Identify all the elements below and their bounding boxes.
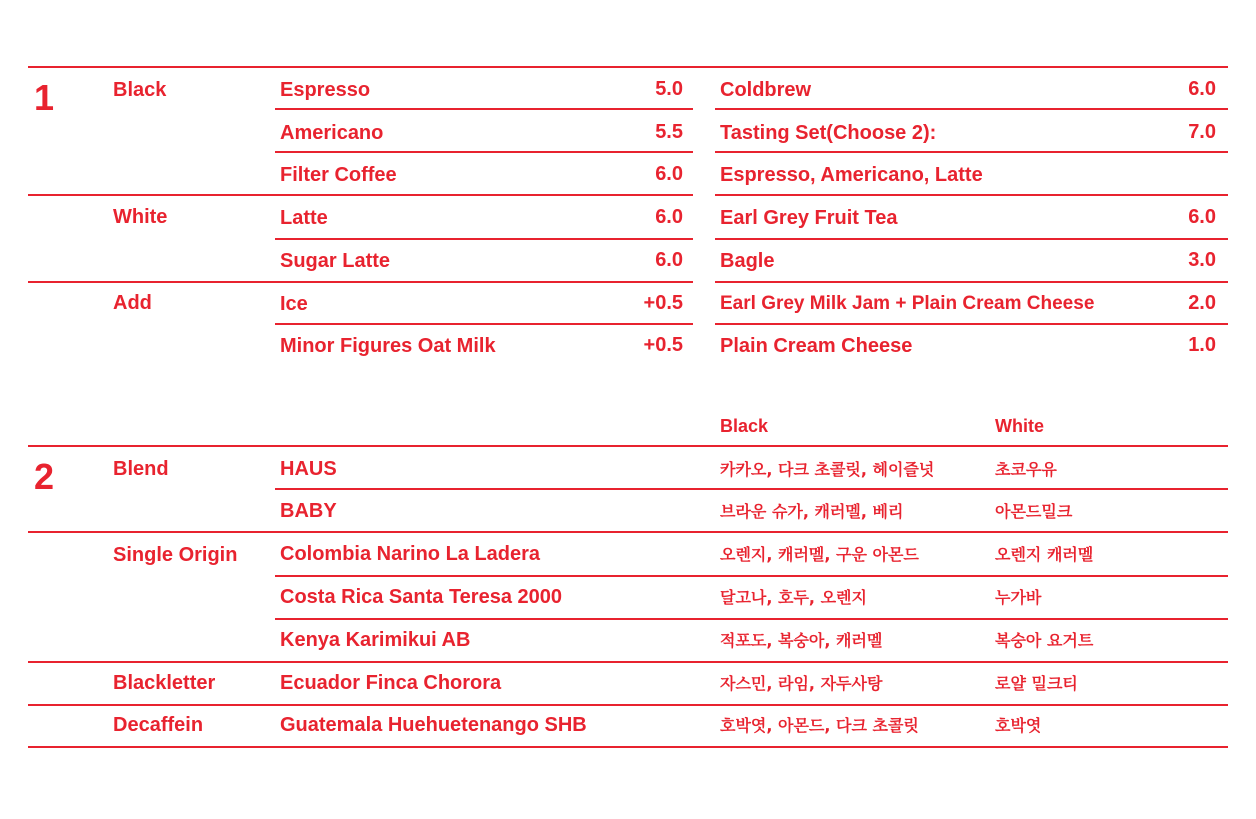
bean-name: Colombia Narino La Ladera — [280, 543, 541, 565]
left-row-divider — [275, 108, 693, 110]
bean-notes-white: 오렌지 캐러멜 — [995, 545, 1094, 564]
left-row-divider — [275, 238, 693, 240]
menu-item-price: 6.0 — [1188, 78, 1216, 100]
bean-name: Costa Rica Santa Teresa 2000 — [280, 586, 563, 608]
menu-item-name: Filter Coffee — [280, 164, 397, 186]
bean-notes-white: 호박엿 — [995, 716, 1042, 735]
bean-notes-black: 오렌지, 캐러멜, 구운 아몬드 — [720, 545, 919, 564]
bean-notes-black: 카카오, 다크 초콜릿, 헤이즐넛 — [720, 460, 935, 479]
menu-item-name: Latte — [280, 207, 328, 229]
menu-item-name: Minor Figures Oat Milk — [280, 335, 496, 357]
right-row-divider — [715, 151, 1228, 153]
menu-item-name: Tasting Set(Choose 2): — [720, 122, 937, 144]
section1-top-rule — [28, 66, 1228, 68]
category-divider — [28, 531, 1228, 533]
menu-item-name: Espresso, Americano, Latte — [720, 164, 983, 186]
column-header-black: Black — [720, 416, 769, 436]
category-label: Blend — [113, 458, 169, 480]
bean-row-divider — [275, 575, 1228, 577]
bean-notes-white: 누가바 — [995, 588, 1042, 607]
section2-bottom-rule — [28, 746, 1228, 748]
menu-item-price: +0.5 — [643, 334, 683, 356]
bean-notes-white: 아몬드밀크 — [995, 502, 1073, 521]
menu-item-price: 1.0 — [1188, 334, 1216, 356]
category-divider — [28, 661, 1228, 663]
bean-row-divider — [275, 488, 1228, 490]
left-row-divider — [275, 323, 693, 325]
menu-item-name: Plain Cream Cheese — [720, 335, 913, 357]
menu-item-price: 6.0 — [655, 206, 683, 228]
category-label: Black — [113, 79, 167, 101]
menu-item-name: Coldbrew — [720, 79, 812, 101]
menu-item-name: Earl Grey Milk Jam + Plain Cream Cheese — [720, 293, 1095, 314]
bean-notes-black: 적포도, 복숭아, 캐러멜 — [720, 631, 883, 650]
category-divider — [28, 194, 693, 196]
bean-notes-white: 복숭아 요거트 — [995, 631, 1094, 650]
column-header-white: White — [995, 416, 1044, 436]
menu-item-price: 6.0 — [655, 249, 683, 271]
right-row-divider — [715, 238, 1228, 240]
menu-item-price: 5.0 — [655, 78, 683, 100]
section2-top-rule — [28, 445, 1228, 447]
menu-item-name: Sugar Latte — [280, 250, 391, 272]
menu-item-price: 6.0 — [1188, 206, 1216, 228]
section-number: 2 — [34, 456, 55, 497]
bean-notes-white: 로얄 밀크티 — [995, 674, 1078, 693]
menu-item-name: Ice — [280, 293, 308, 315]
bean-name: BABY — [280, 500, 337, 522]
category-label: Blackletter — [113, 672, 216, 694]
menu-item-name: Americano — [280, 122, 384, 144]
category-divider — [28, 281, 693, 283]
category-divider — [28, 704, 1228, 706]
bean-name: HAUS — [280, 458, 337, 480]
menu-item-price: +0.5 — [643, 292, 683, 314]
bean-notes-black: 달고나, 호두, 오렌지 — [720, 588, 867, 607]
bean-notes-black: 자스민, 라임, 자두사탕 — [720, 674, 883, 693]
left-row-divider — [275, 151, 693, 153]
bean-row-divider — [275, 618, 1228, 620]
menu-item-name: Bagle — [720, 250, 775, 272]
menu-item-price: 6.0 — [655, 163, 683, 185]
right-row-divider — [715, 281, 1228, 283]
right-row-divider — [715, 108, 1228, 110]
menu-item-price: 5.5 — [655, 121, 683, 143]
category-label: Single Origin — [113, 544, 238, 566]
menu-item-name: Espresso — [280, 79, 371, 101]
bean-name: Guatemala Huehuetenango SHB — [280, 714, 587, 736]
bean-notes-white: 초코우유 — [995, 460, 1057, 479]
menu-item-price: 2.0 — [1188, 292, 1216, 314]
bean-notes-black: 호박엿, 아몬드, 다크 초콜릿 — [720, 716, 919, 735]
category-label: White — [113, 206, 168, 228]
section-number: 1 — [34, 77, 55, 118]
category-label: Decaffein — [113, 714, 204, 736]
bean-name: Ecuador Finca Chorora — [280, 672, 502, 694]
menu-item-price: 3.0 — [1188, 249, 1216, 271]
right-row-divider — [715, 194, 1228, 196]
menu-item-price: 7.0 — [1188, 121, 1216, 143]
bean-notes-black: 브라운 슈가, 캐러멜, 베리 — [720, 502, 904, 521]
bean-name: Kenya Karimikui AB — [280, 629, 471, 651]
menu-item-name: Earl Grey Fruit Tea — [720, 207, 898, 229]
right-row-divider — [715, 323, 1228, 325]
category-label: Add — [113, 292, 152, 314]
